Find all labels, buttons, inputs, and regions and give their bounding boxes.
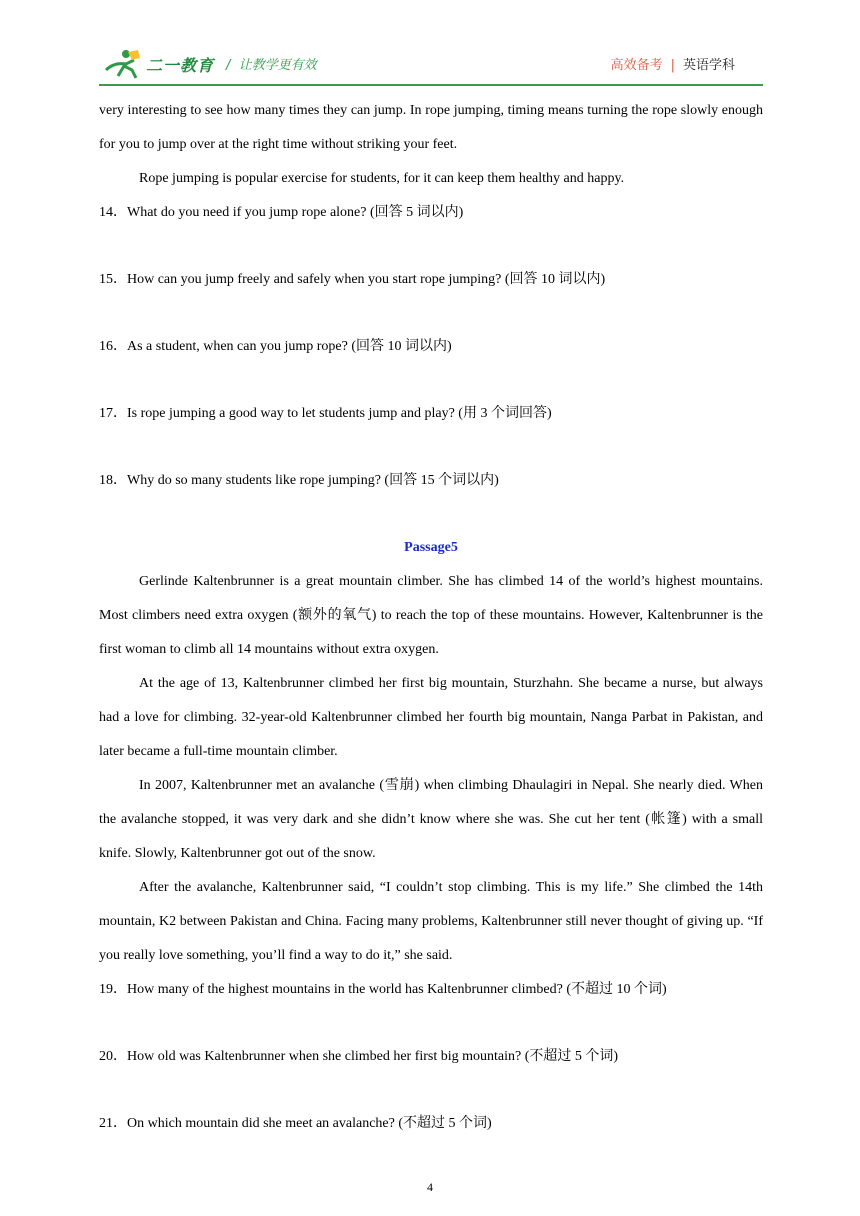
passage5-paragraph: Gerlinde Kaltenbrunner is a great mountain climber. She has climbed 14 of the world’s highest mountains. Most climbers need extra oxygen (额外的氧气) to reach the top of these mountains. However, Kaltenbrunner is the first woman to climb all 14 mountains without extra oxygen. xyxy=(99,574,763,657)
question-item: 17．Is rope jumping a good way to let students jump and play? (用 3 个词回答) xyxy=(99,406,552,421)
answer-space xyxy=(99,230,763,263)
question-list-b xyxy=(99,973,763,1141)
question-item: 16．As a student, when can you jump rope? (回答 10 词以内) xyxy=(99,339,452,354)
page-number: 4 xyxy=(427,1180,433,1194)
header-divider xyxy=(99,84,763,86)
header-label-subject: 英语学科 xyxy=(682,58,735,73)
passage5-paragraph: At the age of 13, Kaltenbrunner climbed her first big mountain, Sturzhahn. She became a nurse, but always had a love for climbing. 32-year-old Kaltenbrunner climbed her fourth big mountain, Nanga Parbat in Pakistan, and later became a full-time mountain climber. xyxy=(99,676,763,759)
header-slogan: / 让教学更有效 xyxy=(226,58,317,73)
question-list-a xyxy=(99,196,763,531)
header-separator: | xyxy=(670,58,675,73)
passage4-paragraph-conclusion: Rope jumping is popular exercise for students, for it can keep them healthy and happy. xyxy=(139,171,625,186)
answer-space xyxy=(99,498,763,531)
answer-space xyxy=(99,297,763,330)
question-item: 19．How many of the highest mountains in the world has Kaltenbrunner climbed? (不超过 10 个词) xyxy=(99,982,667,997)
question-item: 21．On which mountain did she meet an avalanche? (不超过 5 个词) xyxy=(99,1116,492,1131)
header-label-prep: 高效备考 xyxy=(610,58,663,73)
question-item: 18．Why do so many students like rope jumping? (回答 15 个词以内) xyxy=(99,473,499,488)
question-item: 14．What do you need if you jump rope alone? (回答 5 词以内) xyxy=(99,205,464,220)
question-item: 20．How old was Kaltenbrunner when she climbed her first big mountain? (不超过 5 个词) xyxy=(99,1049,619,1064)
answer-space xyxy=(99,364,763,397)
page-header xyxy=(0,0,860,86)
passage5-paragraph: After the avalanche, Kaltenbrunner said, “I couldn’t stop climbing. This is my life.” She climbed the 14th mountain, K2 between Pakistan and China. Facing many problems, Kaltenbrunner still never thought of giving up. “If you really love something, you’ll find a way to do it,” she said. xyxy=(99,880,763,963)
passage-title: Passage5 xyxy=(404,540,458,555)
logo-text: 二一教育 xyxy=(146,56,215,75)
header-right xyxy=(611,54,735,73)
question-item: 15．How can you jump freely and safely when you start rope jumping? (回答 10 词以内) xyxy=(99,272,606,287)
answer-space xyxy=(99,1007,763,1040)
answer-space xyxy=(99,431,763,464)
answer-space xyxy=(99,1074,763,1107)
passage4-paragraph-tail: very interesting to see how many times they can jump. In rope jumping, timing means turning the rope slowly enough for you to jump over at the right time without striking your feet. xyxy=(99,103,763,152)
passage5-paragraph: In 2007, Kaltenbrunner met an avalanche (雪崩) when climbing Dhaulagiri in Nepal. She nearly died. When the avalanche stopped, it was very dark and she didn’t know where she was. She cut her tent (帐篷) with a small knife. Slowly, Kaltenbrunner got out of the snow. xyxy=(99,778,763,861)
document-body xyxy=(99,94,763,1141)
